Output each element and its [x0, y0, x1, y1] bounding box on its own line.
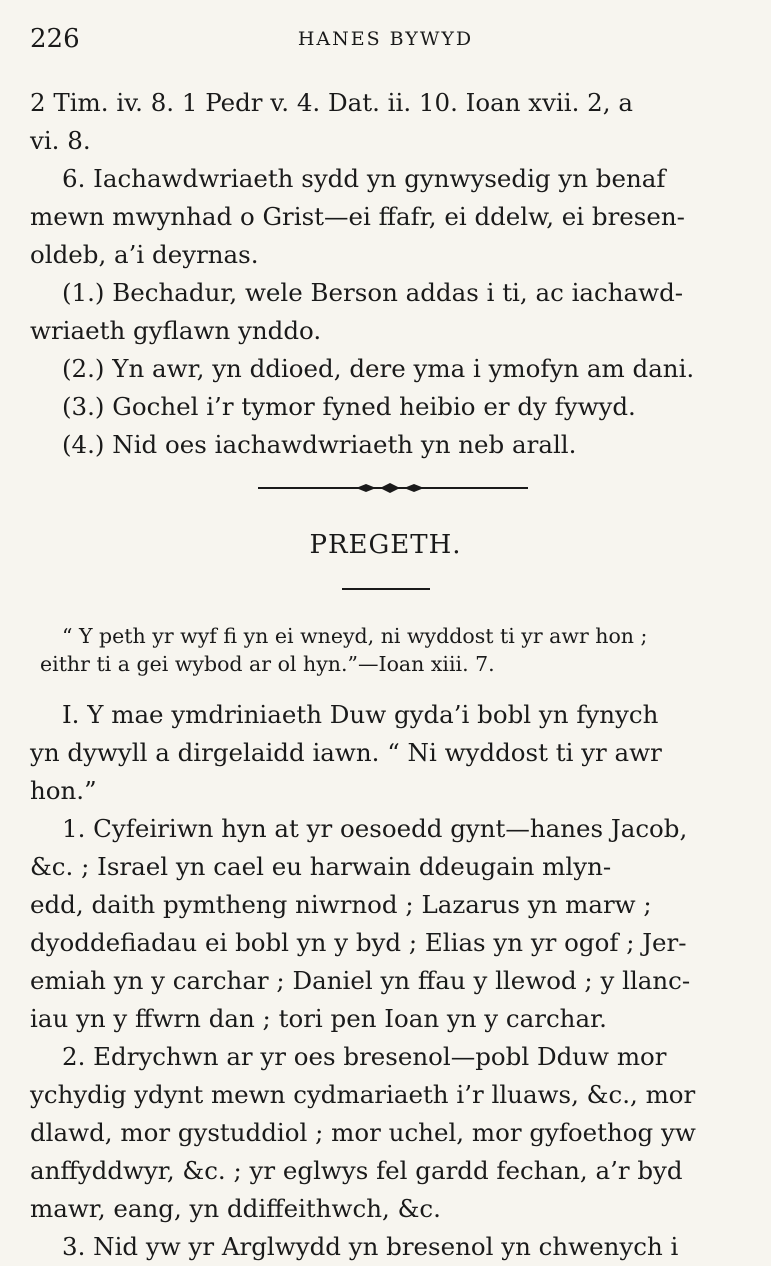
text-line: iau yn y ffwrn dan ; tori pen Ioan yn y carchar.: [30, 1004, 607, 1033]
text-line: hon.”: [30, 776, 97, 805]
epigraph-line: “ Y peth yr wyf fi yn ei wneyd, ni wyddost ti yr awr hon ;: [62, 624, 648, 648]
text-line: 6. Iachawdwriaeth sydd yn gynwysedig yn benaf: [62, 164, 666, 193]
ornament-divider: [258, 480, 528, 496]
epigraph-line: eithr ti a gei wybod ar ol hyn.”—Ioan xiii. 7.: [40, 652, 495, 676]
text-line: 3. Nid yw yr Arglwydd yn bresenol yn chwenych i: [62, 1232, 679, 1261]
text-line: 2 Tim. iv. 8. 1 Pedr v. 4. Dat. ii. 10. Ioan xvii. 2, a: [30, 88, 633, 117]
text-line: edd, daith pymtheng niwrnod ; Lazarus yn marw ;: [30, 890, 652, 919]
text-line: (1.) Bechadur, wele Berson addas i ti, ac iachawd-: [62, 278, 684, 307]
epigraph: [40, 622, 741, 678]
text-line: oldeb, a’i deyrnas.: [30, 240, 259, 269]
text-line: 2. Edrychwn ar yr oes bresenol—pobl Dduw mor: [62, 1042, 667, 1071]
text-line: (4.) Nid oes iachawdwriaeth yn neb arall.: [62, 430, 577, 459]
page-header: [30, 24, 741, 58]
text-line: wriaeth gyflawn ynddo.: [30, 316, 322, 345]
text-line: dyoddefiadau ei bobl yn y byd ; Elias yn yr ogof ; Jer-: [30, 928, 687, 957]
text-line: (3.) Gochel i’r tymor fyned heibio er dy fywyd.: [62, 392, 636, 421]
text-line: mawr, eang, yn ddiffeithwch, &c.: [30, 1194, 441, 1223]
sermon-title: PREGETH.: [309, 530, 462, 560]
title-rule: [342, 588, 430, 590]
text-line: ychydig ydynt mewn cydmariaeth i’r lluaws, &c., mor: [30, 1080, 696, 1109]
text-line: mewn mwynhad o Grist—ei ffafr, ei ddelw, ei bresen-: [30, 202, 685, 231]
page-number: 226: [30, 24, 80, 54]
text-line: dlawd, mor gystuddiol ; mor uchel, mor gyfoethog yw: [30, 1118, 696, 1147]
text-line: vi. 8.: [30, 126, 91, 155]
main-section: [30, 696, 743, 1266]
text-line: anffyddwyr, &c. ; yr eglwys fel gardd fechan, a’r byd: [30, 1156, 683, 1185]
text-line: 1. Cyfeiriwn hyn at yr oesoedd gynt—hanes Jacob,: [62, 814, 688, 843]
text-line: I. Y mae ymdriniaeth Duw gyda’i bobl yn fynych: [62, 700, 659, 729]
text-line: (2.) Yn awr, yn ddioed, dere yma i ymofyn am dani.: [62, 354, 695, 383]
text-line: yn dywyll a dirgelaidd iawn. “ Ni wyddost ti yr awr: [30, 738, 662, 767]
text-line: emiah yn y carchar ; Daniel yn ffau y llewod ; y llanc-: [30, 966, 691, 995]
running-title: HANES BYWYD: [297, 28, 474, 50]
top-section: [30, 84, 743, 464]
text-line: &c. ; Israel yn cael eu harwain ddeugain mlyn-: [30, 852, 612, 881]
